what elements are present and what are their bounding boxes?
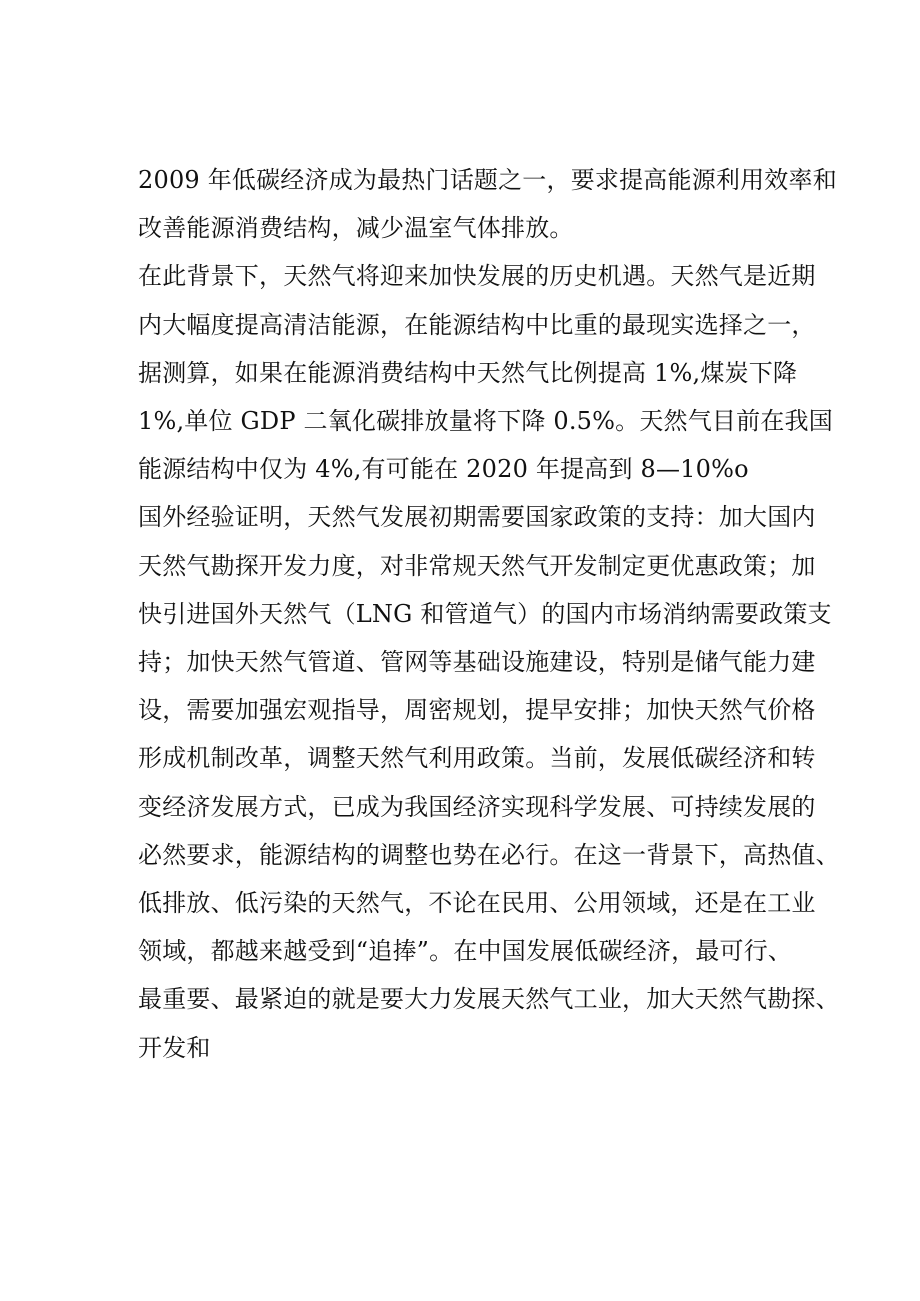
text-line: 2009 年低碳经济成为最热门话题之一，要求提高能源利用效率和 xyxy=(138,166,837,194)
document-body xyxy=(138,156,840,1072)
paragraph-policy-support xyxy=(138,493,840,1071)
text-line: 开发和 xyxy=(138,1033,211,1062)
text-line: 变经济发展方式，已成为我国经济实现科学发展、可持续发展的 xyxy=(138,792,816,821)
text-line: 天然气勘探开发力度，对非常规天然气开发制定更优惠政策；加 xyxy=(138,551,816,580)
text-line: 1%,单位 GDP 二氧化碳排放量将下降 0.5%。天然气目前在我国 xyxy=(138,407,833,436)
text-line: 持；加快天然气管道、管网等基础设施建设，特别是储气能力建 xyxy=(138,648,816,677)
text-line: 低排放、低污染的天然气，不论在民用、公用领域，还是在工业 xyxy=(138,889,816,918)
paragraph-low-carbon-intro xyxy=(138,156,837,252)
text-line: 国外经验证明，天然气发展初期需要国家政策的支持：加大国内 xyxy=(138,503,816,532)
text-line: 快引进国外天然气（LNG 和管道气）的国内市场消纳需要政策支 xyxy=(138,599,832,628)
text-line: 内大幅度提高清洁能源，在能源结构中比重的最现实选择之一， xyxy=(138,310,816,339)
paragraph-natural-gas-opportunity xyxy=(138,252,833,493)
text-line: 据测算，如果在能源消费结构中天然气比例提高 1%,煤炭下降 xyxy=(138,358,798,387)
text-line: 最重要、最紧迫的就是要大力发展天然气工业，加大天然气勘探、 xyxy=(138,985,840,1014)
text-line: 能源结构中仅为 4%,有可能在 2020 年提高到 8—10%o xyxy=(138,455,749,484)
text-line: 在此背景下，天然气将迎来加快发展的历史机遇。天然气是近期 xyxy=(138,262,816,291)
text-line: 必然要求，能源结构的调整也势在必行。在这一背景下，高热值、 xyxy=(138,840,840,869)
text-line: 设，需要加强宏观指导，周密规划，提早安排；加快天然气价格 xyxy=(138,696,816,725)
text-line: 改善能源消费结构，减少温室气体排放。 xyxy=(138,214,574,243)
text-line: 领域，都越来越受到“追捧”。在中国发展低碳经济，最可行、 xyxy=(138,937,793,966)
text-line: 形成机制改革，调整天然气利用政策。当前，发展低碳经济和转 xyxy=(138,744,816,773)
